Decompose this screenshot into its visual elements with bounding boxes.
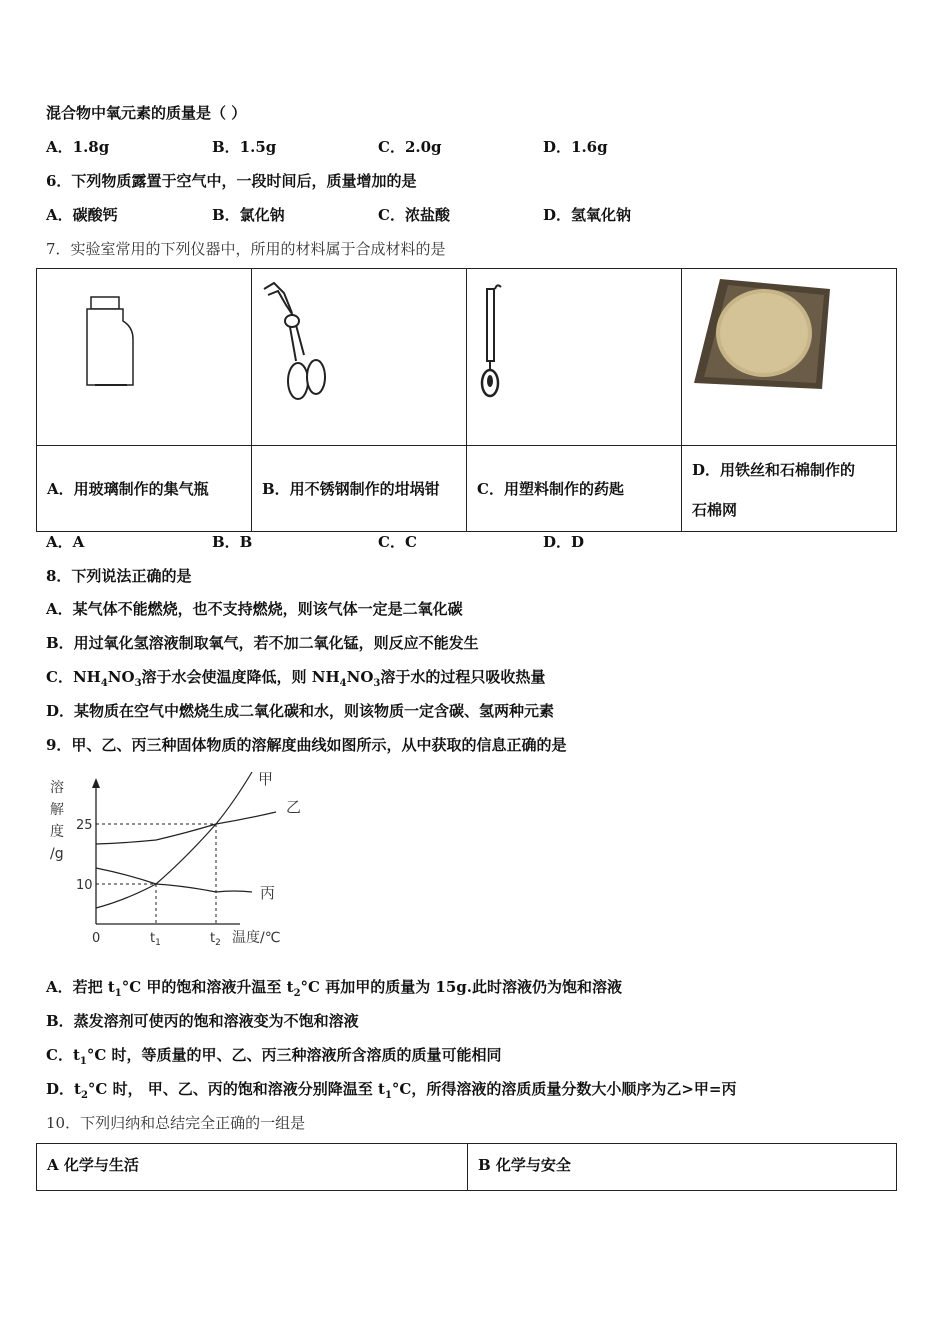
q8-option-d: D．某物质在空气中燃烧生成二氧化碳和水，则该物质一定含碳、氢两种元素 [46,702,555,720]
q5-option-d: D．1.6g [543,138,608,156]
q5-tail: 混合物中氧元素的质量是（ ） [46,104,247,122]
q6-option-b: B．氯化钠 [212,206,285,224]
series-label: 乙 [286,798,302,816]
x-tick-label [150,931,161,948]
q7-label-d-line1: D．用铁丝和石棉制作的 [692,460,856,479]
q7-option-b: B．B [212,533,253,551]
x-tick-label: 0 [92,931,101,946]
y-tick-label: 25 [76,818,93,833]
q7-label-b: B．用不锈钢制作的坩埚钳 [262,480,440,498]
q7-image-cell-d [682,269,897,446]
x-tick-label-base: t [210,931,216,946]
q7-stem: 7．实验室常用的下列仪器中，所用的材料属于合成材料的是 [46,240,446,258]
q7-option-c: C．C [378,533,417,551]
q5-option-b: B．1.5g [212,138,277,156]
q7-image-cell-a [37,269,252,446]
q7-label-cell-d [682,446,897,532]
series-label: 甲 [258,770,274,788]
q10-stem: 10．下列归纳和总结完全正确的一组是 [46,1114,306,1132]
q7-option-a: A．A [46,533,85,551]
y-axis-label-char: 溶 [50,780,64,796]
series-curve-1 [96,772,252,908]
y-tick-label: 10 [76,878,93,893]
q8-option-a: A．某气体不能燃烧，也不支持燃烧，则该气体一定是二氧化碳 [46,600,463,618]
q9-option-a: A．若把 $t_1^\circ C$ 甲的饱和溶液升温至 $t_2^\circ C$ 再加甲的质量为 15g.此时溶液仍为饱和溶液 [46,978,623,999]
y-axis-label-char: 解 [50,802,64,818]
q7-table [36,268,897,532]
q9-option-b: B．蒸发溶剂可使丙的饱和溶液变为不饱和溶液 [46,1012,359,1030]
q8-stem: 8．下列说法正确的是 [46,567,192,585]
solubility-chart [40,762,302,954]
q6-stem: 6．下列物质露置于空气中，一段时间后，质量增加的是 [46,172,417,190]
x-tick-label-base: t [150,931,156,946]
q10-header-b-cell [468,1144,897,1191]
q7-label-c: C．用塑料制作的药匙 [477,480,624,498]
medicine-spoon-icon [467,269,681,441]
q7-image-cell-c [467,269,682,446]
y-axis-label-char: /g [50,846,64,862]
q9-stem: 9．甲、乙、丙三种固体物质的溶解度曲线如图所示，从中获取的信息正确的是 [46,736,567,754]
q6-option-c: C．浓盐酸 [378,206,450,224]
q5-option-a: A．1.8g [46,138,110,156]
gas-jar-icon [37,269,251,441]
x-axis-label: 温度/℃ [232,930,281,946]
q7-label-cell-c [467,446,682,532]
series-curve-3 [96,868,252,892]
q7-label-a: A．用玻璃制作的集气瓶 [47,480,209,498]
q7-image-cell-b [252,269,467,446]
x-tick-label-subscript: 1 [155,938,161,948]
crucible-tongs-icon [252,269,466,441]
q10-header-b: B 化学与安全 [478,1156,571,1174]
q7-option-d: D．D [543,533,585,551]
q9-option-c: C．$t_1^\circ C$ 时，等质量的甲、乙、丙三种溶液所含溶质的质量可能相同 [46,1046,502,1067]
q8-option-b: B．用过氧化氢溶液制取氧气，若不加二氧化锰，则反应不能发生 [46,634,479,652]
y-axis-label-char: 度 [50,824,64,840]
y-axis-arrow [92,778,100,788]
q8-option-c: C．$NH_4NO_3$溶于水会使温度降低，则 $NH_4NO_3$溶于水的过程只吸收热量 [46,668,546,689]
q10-header-a-cell [37,1144,468,1191]
asbestos-gauze-icon [682,269,896,441]
q6-option-d: D．氢氧化钠 [543,206,632,224]
q7-label-cell-a [37,446,252,532]
q5-option-c: C．2.0g [378,138,442,156]
series-label: 丙 [260,884,276,902]
x-tick-label-subscript: 2 [215,938,221,948]
q6-option-a: A．碳酸钙 [46,206,118,224]
q7-label-cell-b [252,446,467,532]
q7-label-d-line2: 石棉网 [692,500,738,519]
series-curve-2 [96,812,276,844]
q9-option-d: D．$t_2^\circ C$ 时， 甲、乙、丙的饱和溶液分别降温至 $t_1^\circ C$，所得溶液的溶质质量分数大小顺序为乙>甲=丙 [46,1080,737,1101]
q10-table [36,1143,897,1191]
x-tick-label [210,931,221,948]
q10-header-a: A 化学与生活 [47,1156,139,1174]
